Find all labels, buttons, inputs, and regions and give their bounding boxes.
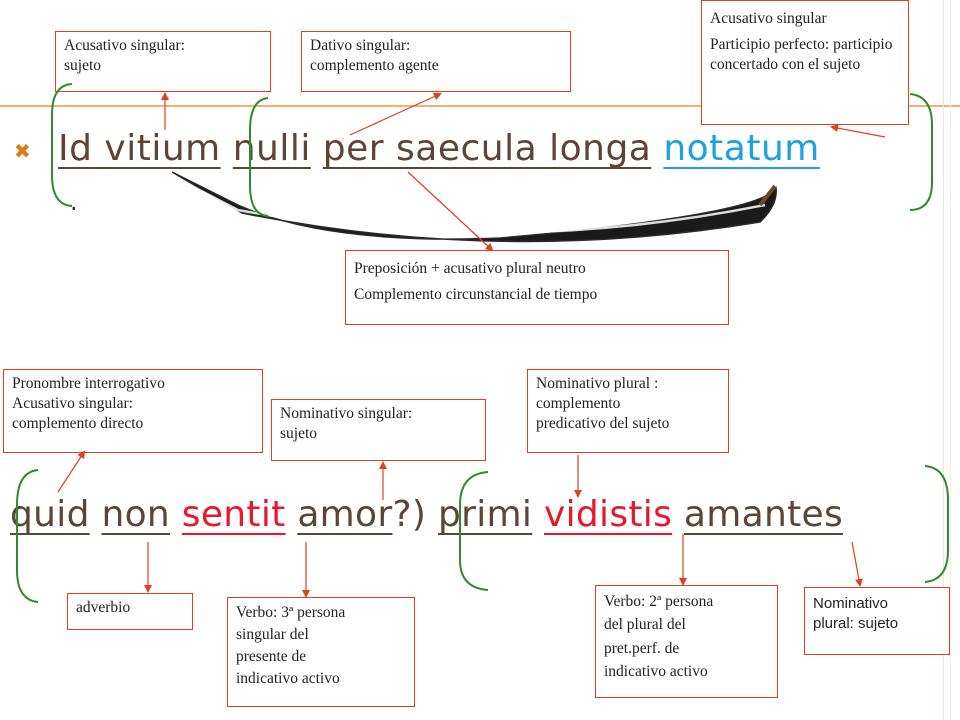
trailing-dot: . xyxy=(70,188,78,216)
box-line: Nominativo plural : xyxy=(536,375,659,392)
bracket-mid-1 xyxy=(250,98,268,216)
box-line: plural: sujeto xyxy=(813,615,899,633)
box-line: singular del xyxy=(236,626,309,643)
arrow-participio xyxy=(832,127,885,137)
box-line: Verbo: 2ª persona xyxy=(604,593,714,610)
box-line: Complemento circunstancial de tiempo xyxy=(354,286,598,304)
box-line: Nominativo xyxy=(813,595,889,612)
word-amor: amor xyxy=(297,494,393,535)
box-line: complemento agente xyxy=(310,57,439,75)
box-line: Acusativo singular: xyxy=(12,395,133,413)
bracket-left-2 xyxy=(17,470,38,602)
box-line: Preposición + acusativo plural neutro xyxy=(354,260,586,277)
arrow-nominativo-sujeto xyxy=(852,542,860,585)
box-line: sujeto xyxy=(280,425,318,443)
box-line: Acusativo singular xyxy=(710,10,827,27)
box-line: Verbo: 3ª persona xyxy=(236,604,346,621)
box-line: Dativo singular: xyxy=(310,37,411,54)
word-non: non xyxy=(101,494,171,535)
box-line: Acusativo singular: xyxy=(64,37,185,54)
box-line: del plural del xyxy=(604,616,686,634)
arrow-dativo xyxy=(350,94,440,135)
word-amantes: amantes xyxy=(683,494,844,535)
word-vidistis: vidistis xyxy=(543,494,673,535)
box-line: predicativo del sujeto xyxy=(536,415,670,433)
box-line: adverbio xyxy=(76,599,131,616)
bracket-mid-2 xyxy=(460,472,488,590)
box-line: presente de xyxy=(236,648,307,665)
box-line: complemento xyxy=(536,395,621,413)
box-line: sujeto xyxy=(64,57,102,75)
bracket-right-2 xyxy=(925,466,948,582)
box-line: complemento directo xyxy=(12,415,144,433)
x-bullet-icon: ✖ xyxy=(14,139,31,163)
box-line: Participio perfecto: participio concertado con el sujeto xyxy=(710,36,893,74)
closing-punctuation: ?) xyxy=(392,494,427,535)
bracket-right-1 xyxy=(910,94,932,210)
bracket-left-1 xyxy=(52,84,72,206)
curved-connector xyxy=(172,172,776,241)
box-line: indicativo activo xyxy=(604,662,708,680)
word-per-saecula-longa: per saecula longa xyxy=(322,128,652,169)
word-notatum: notatum xyxy=(663,128,820,169)
box-line: Pronombre interrogativo xyxy=(12,375,165,392)
word-quid: quid xyxy=(10,494,90,535)
box-line: pret.perf. de xyxy=(604,639,680,657)
arrow-pronombre xyxy=(58,452,84,492)
box-line: indicativo activo xyxy=(236,670,340,687)
word-id-vitium: Id vitium xyxy=(58,128,221,169)
word-primi: primi xyxy=(437,494,533,535)
word-sentit: sentit xyxy=(181,494,286,535)
word-nulli: nulli xyxy=(232,128,311,169)
box-line: Nominativo singular: xyxy=(280,405,413,422)
